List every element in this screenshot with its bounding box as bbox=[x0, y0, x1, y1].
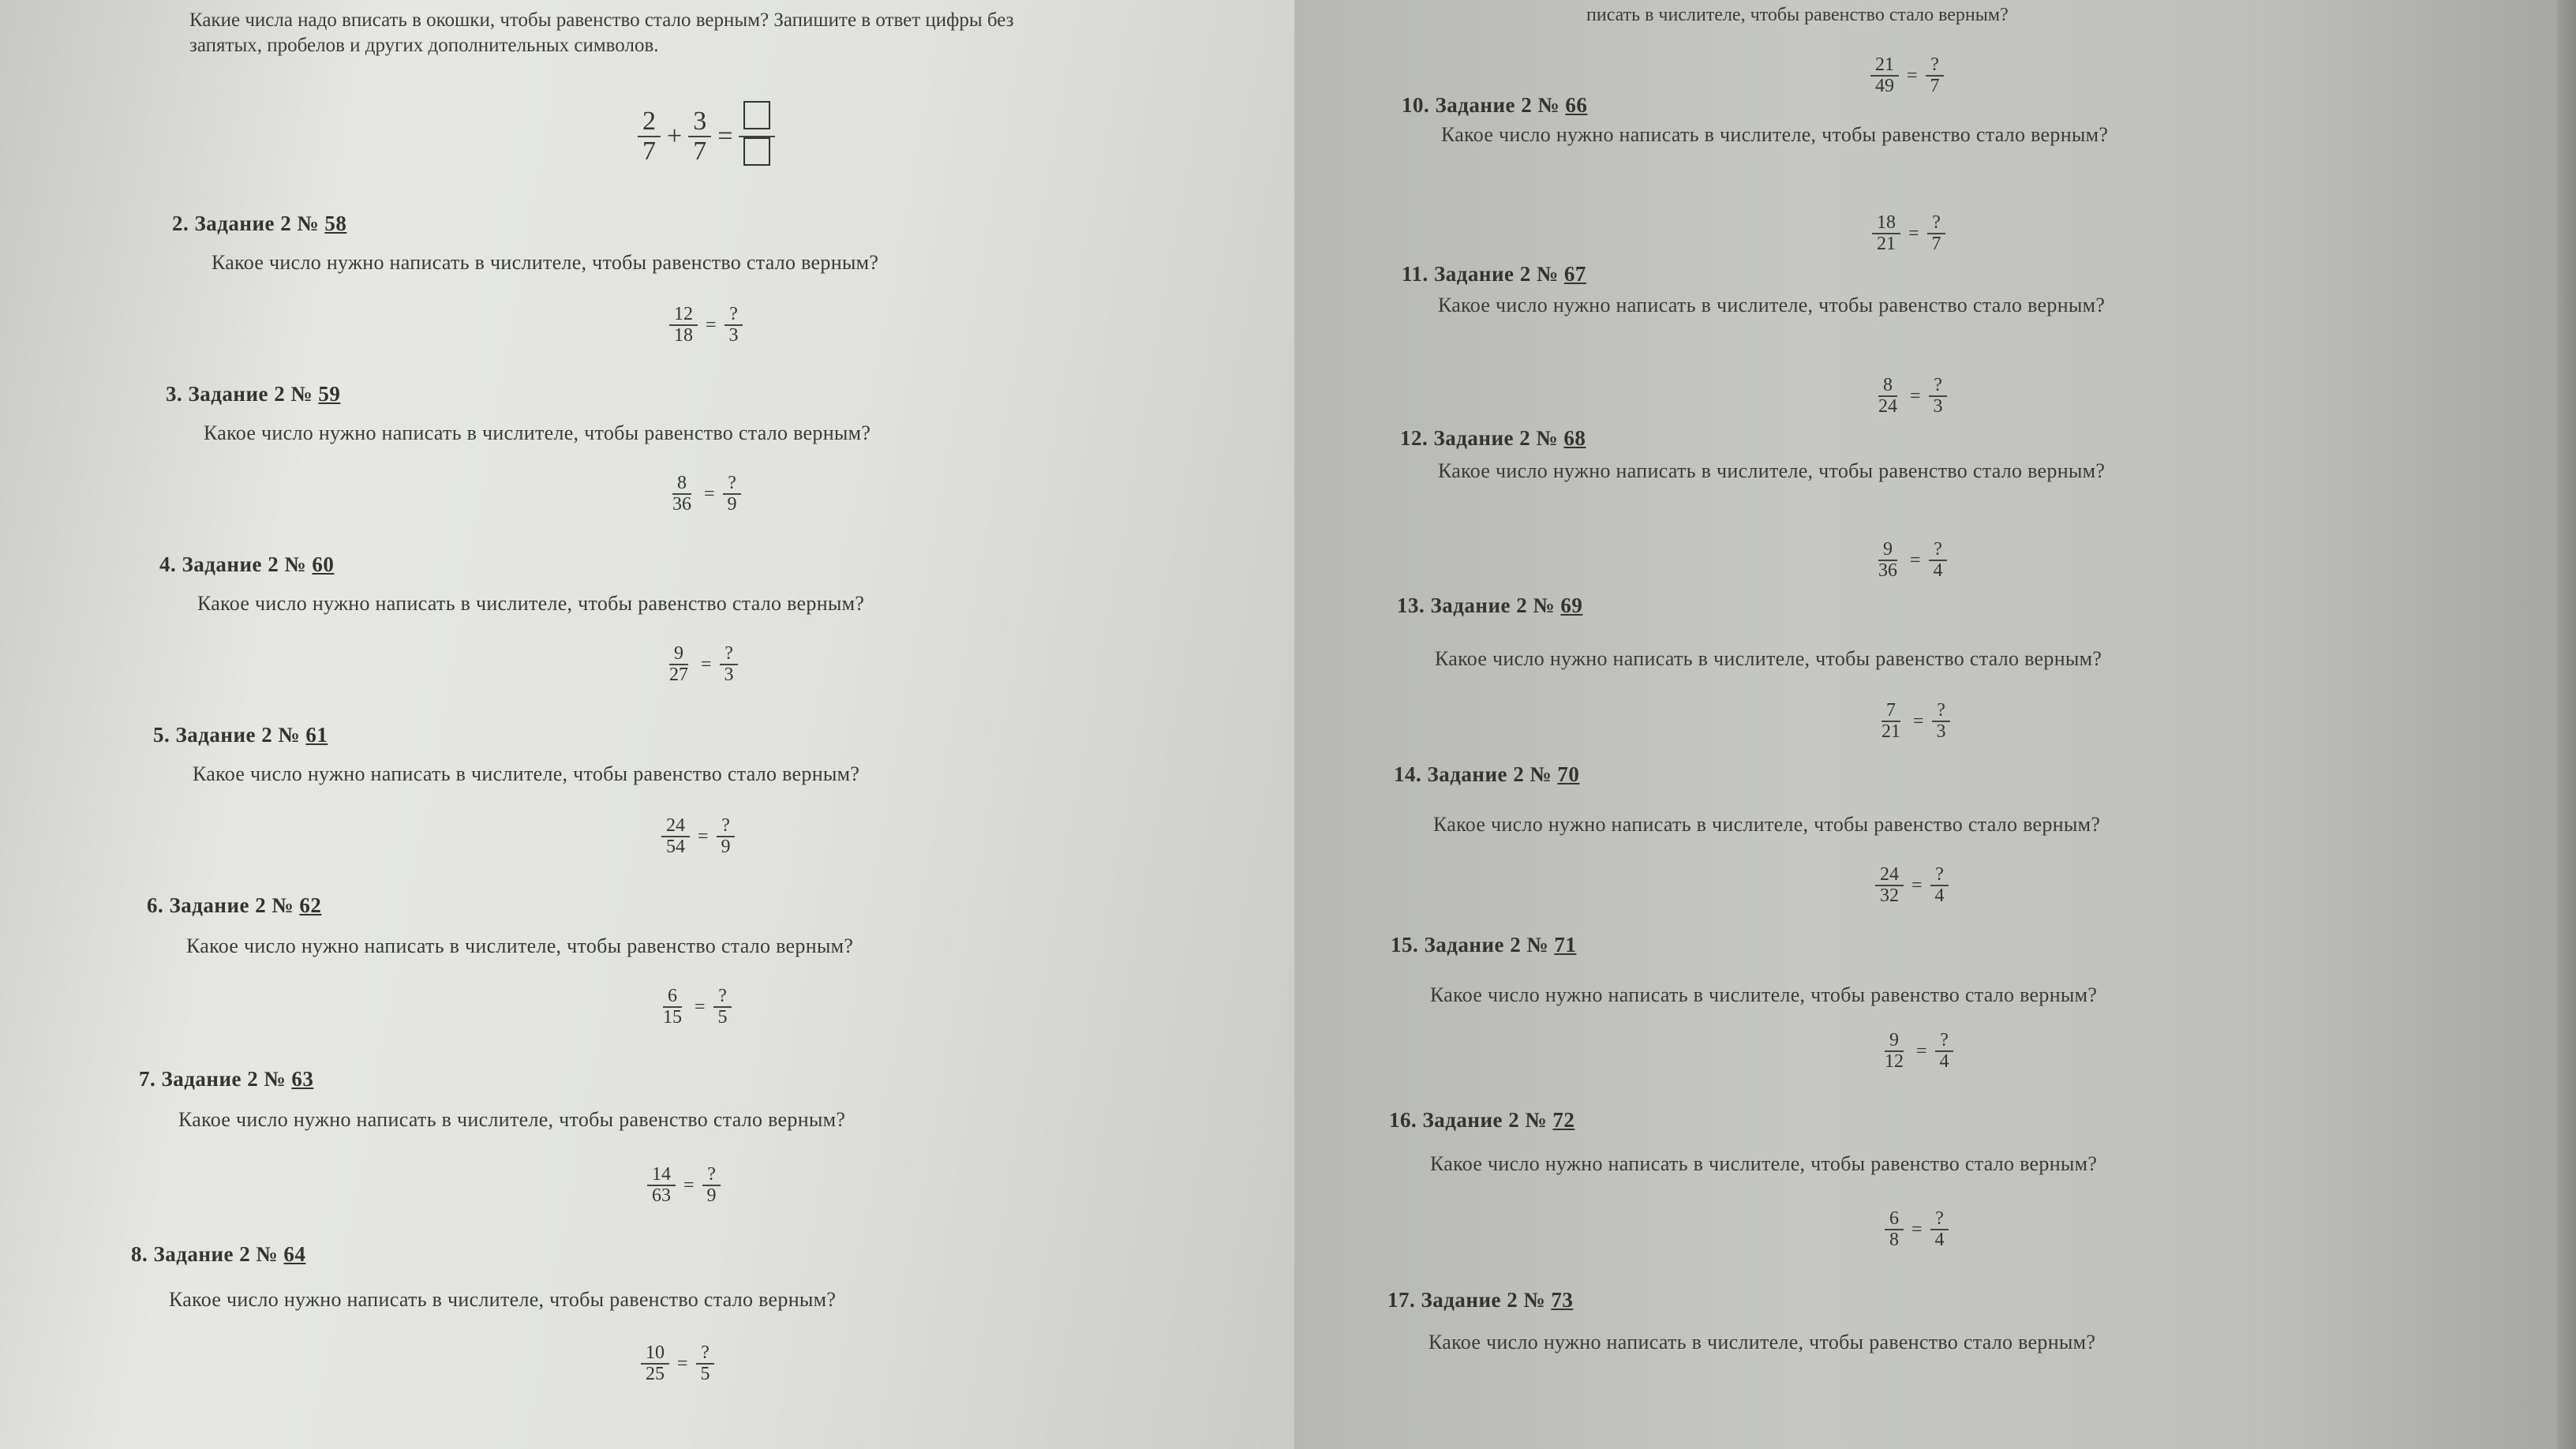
task-index: 10. bbox=[1402, 93, 1436, 117]
left-task-4-equation bbox=[658, 987, 732, 1028]
fraction-right bbox=[1930, 1209, 1949, 1250]
fraction-right bbox=[1927, 213, 1946, 254]
equals-sign: = bbox=[717, 121, 733, 151]
answer-fraction-boxes bbox=[739, 101, 775, 171]
task-index: 12. bbox=[1400, 426, 1434, 450]
equals-sign: = bbox=[677, 1353, 688, 1374]
left-task-3-question: Какое число нужно написать в числителе, чтобы равенство стало верным? bbox=[193, 762, 860, 785]
denominator-right: 5 bbox=[717, 1007, 728, 1028]
task-label: Задание 2 № bbox=[161, 1067, 292, 1091]
fraction-right bbox=[696, 1343, 715, 1384]
denominator-right: 9 bbox=[721, 837, 731, 858]
task-label: Задание 2 № bbox=[1427, 762, 1558, 786]
fraction-left bbox=[669, 305, 698, 346]
fraction-left bbox=[668, 474, 696, 515]
fraction-left bbox=[1874, 376, 1902, 417]
unknown-numerator: ? bbox=[696, 1343, 714, 1365]
equals-sign: = bbox=[695, 996, 706, 1017]
equals-sign: = bbox=[1908, 223, 1919, 244]
task-number-link[interactable]: 64 bbox=[283, 1242, 306, 1266]
left-task-4-question: Какое число нужно написать в числителе, чтобы равенство стало верным? bbox=[186, 934, 854, 957]
unknown-numerator: ? bbox=[713, 987, 732, 1008]
task-number-link[interactable]: 60 bbox=[312, 552, 335, 576]
fraction-left bbox=[641, 1343, 669, 1384]
fraction-left bbox=[647, 1165, 676, 1206]
fraction-left bbox=[1870, 55, 1899, 96]
fraction-right bbox=[1935, 1031, 1954, 1072]
denominator: 36 bbox=[672, 494, 691, 515]
right-task-3-equation bbox=[1877, 701, 1951, 742]
denominator-right: 3 bbox=[724, 665, 734, 686]
numerator: 14 bbox=[647, 1165, 676, 1186]
left-task-5-heading bbox=[139, 1067, 313, 1091]
task-index: 2. bbox=[172, 212, 195, 235]
fraction-a-numerator: 2 bbox=[638, 107, 661, 137]
denominator-right: 4 bbox=[1933, 560, 1943, 582]
left-task-1-question: Какое число нужно написать в числителе, чтобы равенство стало верным? bbox=[204, 421, 871, 444]
numerator: 6 bbox=[1885, 1209, 1904, 1230]
unknown-numerator: ? bbox=[1930, 865, 1949, 886]
right-task-7-heading bbox=[1387, 1288, 1573, 1312]
left-task-4-heading bbox=[147, 893, 321, 918]
task-label: Задание 2 № bbox=[182, 552, 313, 576]
equals-sign: = bbox=[1913, 710, 1924, 732]
fraction-left bbox=[1874, 540, 1902, 581]
fraction-right bbox=[717, 816, 736, 857]
right-task-5-equation bbox=[1880, 1031, 1954, 1072]
fraction-left bbox=[1875, 865, 1904, 906]
left-task-3-heading bbox=[153, 723, 328, 747]
fraction-b-numerator: 3 bbox=[688, 107, 711, 137]
equals-sign: = bbox=[704, 483, 715, 504]
task-label: Задание 2 № bbox=[153, 1242, 284, 1266]
numerator: 9 bbox=[1878, 540, 1897, 561]
right-task-6-question: Какое число нужно написать в числителе, чтобы равенство стало верным? bbox=[1430, 1152, 2098, 1175]
numerator: 7 bbox=[1881, 701, 1900, 722]
unknown-numerator: ? bbox=[1929, 540, 1947, 561]
task-number-link[interactable]: 67 bbox=[1563, 262, 1586, 286]
right-top-fragment: писать в числителе, чтобы равенство стало верным? bbox=[1586, 5, 2009, 25]
task-index: 17. bbox=[1387, 1288, 1421, 1312]
fraction-b bbox=[688, 107, 711, 165]
denominator-right: 3 bbox=[1933, 396, 1943, 417]
fraction-right bbox=[1932, 701, 1951, 742]
left-task-6-equation bbox=[641, 1343, 715, 1384]
task-label: Задание 2 № bbox=[194, 212, 325, 235]
right-task-2-question: Какое число нужно написать в числителе, чтобы равенство стало верным? bbox=[1438, 459, 2106, 482]
fraction-right bbox=[713, 987, 732, 1028]
left-task-1-equation bbox=[668, 474, 742, 515]
task-number-link[interactable]: 58 bbox=[324, 212, 347, 235]
page-edge-shadow bbox=[2557, 0, 2576, 1449]
numerator-answer-box[interactable] bbox=[743, 101, 770, 129]
task-label: Задание 2 № bbox=[1421, 1288, 1552, 1312]
task-index: 5. bbox=[153, 723, 176, 747]
left-task-6-question: Какое число нужно написать в числителе, чтобы равенство стало верным? bbox=[169, 1288, 837, 1311]
right-task-0-equation bbox=[1872, 213, 1946, 254]
right-task-1-equation bbox=[1874, 376, 1948, 417]
numerator: 6 bbox=[663, 987, 682, 1008]
fraction-left bbox=[1877, 701, 1905, 742]
fraction-left bbox=[661, 816, 690, 857]
task-index: 3. bbox=[166, 382, 189, 406]
unknown-numerator: ? bbox=[1935, 1031, 1953, 1052]
right-task-3-question: Какое число нужно написать в числителе, чтобы равенство стало верным? bbox=[1435, 647, 2102, 670]
left-task-1-heading bbox=[166, 382, 340, 406]
task-number-link[interactable]: 66 bbox=[1565, 93, 1588, 117]
numerator: 10 bbox=[641, 1343, 669, 1365]
denominator-right: 3 bbox=[1936, 721, 1946, 743]
fraction-b-denominator: 7 bbox=[693, 136, 707, 166]
unknown-numerator: ? bbox=[720, 644, 738, 665]
denominator: 15 bbox=[663, 1007, 682, 1028]
denominator-right: 9 bbox=[706, 1185, 717, 1207]
left-task-5-question: Какое число нужно написать в числителе, чтобы равенство стало верным? bbox=[178, 1108, 846, 1131]
fraction-right bbox=[1929, 376, 1948, 417]
task-number-link[interactable]: 62 bbox=[299, 893, 322, 917]
denominator: 18 bbox=[674, 325, 693, 346]
unknown-numerator: ? bbox=[1927, 213, 1945, 234]
right-task-5-heading bbox=[1391, 933, 1576, 957]
task-number-link[interactable]: 69 bbox=[1560, 593, 1583, 617]
denominator: 8 bbox=[1889, 1230, 1899, 1251]
right-first-equation bbox=[1870, 55, 1945, 96]
denominator-answer-box[interactable] bbox=[743, 137, 770, 166]
task-label: Задание 2 № bbox=[175, 723, 306, 747]
task-number-link[interactable]: 72 bbox=[1552, 1108, 1575, 1132]
denominator-right: 5 bbox=[700, 1364, 710, 1385]
numerator: 9 bbox=[1885, 1031, 1904, 1052]
unknown-numerator: ? bbox=[724, 305, 743, 326]
task-label: Задание 2 № bbox=[1430, 593, 1561, 617]
intro-line-1: Какие числа надо вписать в окошки, чтобы равенство стало верным? Запишите в ответ цифры без bbox=[189, 9, 1014, 31]
task-index: 8. bbox=[131, 1242, 154, 1266]
right-task-2-equation bbox=[1874, 540, 1948, 581]
unknown-numerator: ? bbox=[723, 474, 741, 495]
task-index: 13. bbox=[1397, 593, 1431, 617]
task-number-link[interactable]: 70 bbox=[1557, 762, 1580, 786]
task-number-link[interactable]: 71 bbox=[1554, 933, 1577, 957]
task-label: Задание 2 № bbox=[1424, 933, 1555, 957]
denominator-right: 4 bbox=[1934, 886, 1945, 907]
denominator: 32 bbox=[1880, 886, 1899, 907]
right-task-4-heading bbox=[1394, 762, 1579, 787]
denominator: 63 bbox=[652, 1185, 671, 1207]
intro-text bbox=[189, 8, 1263, 58]
fraction-left bbox=[1872, 213, 1900, 254]
unknown-numerator: ? bbox=[717, 816, 735, 837]
task-number-link[interactable]: 73 bbox=[1551, 1288, 1574, 1312]
intro-line-2: запятых, пробелов и других дополнительных символов. bbox=[189, 35, 659, 56]
numerator: 8 bbox=[672, 474, 691, 495]
right-task-6-equation bbox=[1885, 1209, 1949, 1250]
task-label: Задание 2 № bbox=[1435, 93, 1566, 117]
task-index: 6. bbox=[147, 893, 170, 917]
denominator: 21 bbox=[1881, 721, 1900, 743]
unknown-numerator: ? bbox=[1926, 55, 1944, 77]
fraction-right bbox=[720, 644, 739, 685]
denominator: 54 bbox=[666, 837, 685, 858]
task-number-link[interactable]: 59 bbox=[318, 382, 341, 406]
fraction-right bbox=[1930, 865, 1949, 906]
unknown-numerator: ? bbox=[1929, 376, 1947, 397]
fraction-left bbox=[658, 987, 687, 1028]
first-equation bbox=[638, 101, 775, 171]
fraction-right bbox=[1926, 55, 1945, 96]
left-task-3-equation bbox=[661, 816, 736, 857]
task-index: 16. bbox=[1389, 1108, 1423, 1132]
task-index: 11. bbox=[1402, 262, 1435, 286]
fraction-left bbox=[665, 644, 693, 685]
fraction-a bbox=[638, 107, 661, 165]
right-task-1-heading bbox=[1402, 262, 1586, 286]
right-task-0-question: Какое число нужно написать в числителе, чтобы равенство стало верным? bbox=[1441, 123, 2109, 146]
left-task-0-equation bbox=[669, 305, 743, 346]
denominator-right: 3 bbox=[728, 325, 739, 346]
fraction-a-denominator: 7 bbox=[642, 136, 656, 166]
right-task-1-question: Какое число нужно написать в числителе, чтобы равенство стало верным? bbox=[1438, 294, 2106, 316]
equals-sign: = bbox=[698, 826, 709, 847]
left-task-2-equation bbox=[665, 644, 739, 685]
fraction-right bbox=[702, 1165, 721, 1206]
task-number-link[interactable]: 63 bbox=[291, 1067, 314, 1091]
unknown-numerator: ? bbox=[1932, 701, 1950, 722]
unknown-numerator: ? bbox=[1930, 1209, 1949, 1230]
unknown-numerator: ? bbox=[702, 1165, 721, 1186]
denominator-right: 7 bbox=[1931, 234, 1941, 255]
left-task-0-question: Какое число нужно написать в числителе, чтобы равенство стало верным? bbox=[212, 251, 879, 274]
left-task-2-question: Какое число нужно написать в числителе, чтобы равенство стало верным? bbox=[197, 592, 865, 615]
numerator: 24 bbox=[661, 816, 690, 837]
right-task-3-heading bbox=[1397, 593, 1582, 618]
task-number-link[interactable]: 61 bbox=[305, 723, 328, 747]
equals-sign: = bbox=[1907, 65, 1918, 86]
plus-sign: + bbox=[667, 121, 683, 151]
right-task-4-question: Какое число нужно написать в числителе, чтобы равенство стало верным? bbox=[1433, 813, 2101, 836]
right-task-6-heading bbox=[1389, 1108, 1574, 1133]
fraction-left bbox=[1880, 1031, 1908, 1072]
left-task-2-heading bbox=[159, 552, 334, 577]
left-task-6-heading bbox=[131, 1242, 305, 1267]
task-index: 4. bbox=[159, 552, 182, 576]
equals-sign: = bbox=[701, 653, 712, 675]
numerator: 18 bbox=[1872, 213, 1900, 234]
numerator: 8 bbox=[1878, 376, 1897, 397]
right-task-5-question: Какое число нужно написать в числителе, чтобы равенство стало верным? bbox=[1430, 983, 2098, 1006]
denominator: 27 bbox=[669, 665, 688, 686]
denominator: 12 bbox=[1885, 1051, 1904, 1073]
equals-sign: = bbox=[1911, 874, 1923, 896]
task-label: Задание 2 № bbox=[169, 893, 300, 917]
right-task-4-equation bbox=[1875, 865, 1949, 906]
denominator: 36 bbox=[1878, 560, 1897, 582]
equals-sign: = bbox=[1910, 549, 1921, 571]
denominator: 25 bbox=[646, 1364, 665, 1385]
right-task-7-question: Какое число нужно написать в числителе, чтобы равенство стало верным? bbox=[1428, 1331, 2096, 1354]
right-task-2-heading bbox=[1400, 426, 1586, 451]
denominator: 24 bbox=[1878, 396, 1897, 417]
task-index: 7. bbox=[139, 1067, 162, 1091]
task-number-link[interactable]: 68 bbox=[1563, 426, 1586, 450]
task-label: Задание 2 № bbox=[1433, 426, 1564, 450]
equals-sign: = bbox=[706, 314, 717, 335]
denominator-right: 4 bbox=[1934, 1230, 1945, 1251]
numerator: 9 bbox=[669, 644, 688, 665]
denominator: 21 bbox=[1877, 234, 1896, 255]
numerator: 12 bbox=[669, 305, 698, 326]
fraction-right bbox=[724, 305, 743, 346]
denominator-right: 4 bbox=[1939, 1051, 1949, 1073]
equals-sign: = bbox=[1910, 385, 1921, 406]
task-label: Задание 2 № bbox=[188, 382, 319, 406]
fraction-right bbox=[1929, 540, 1948, 581]
fraction-left bbox=[1885, 1209, 1904, 1250]
left-task-5-equation bbox=[647, 1165, 721, 1206]
numerator: 21 bbox=[1870, 55, 1899, 77]
task-label: Задание 2 № bbox=[1422, 1108, 1553, 1132]
fraction-right bbox=[723, 474, 742, 515]
denominator-right: 9 bbox=[727, 494, 737, 515]
task-index: 15. bbox=[1391, 933, 1425, 957]
denominator-right: 7 bbox=[1930, 76, 1940, 97]
left-task-0-heading bbox=[172, 212, 346, 236]
equals-sign: = bbox=[1916, 1040, 1927, 1061]
equals-sign: = bbox=[683, 1174, 695, 1196]
equals-sign: = bbox=[1911, 1219, 1923, 1240]
denominator: 49 bbox=[1875, 76, 1894, 97]
task-index: 14. bbox=[1394, 762, 1428, 786]
task-label: Задание 2 № bbox=[1434, 262, 1564, 286]
numerator: 24 bbox=[1875, 865, 1904, 886]
right-task-0-heading bbox=[1402, 93, 1587, 118]
